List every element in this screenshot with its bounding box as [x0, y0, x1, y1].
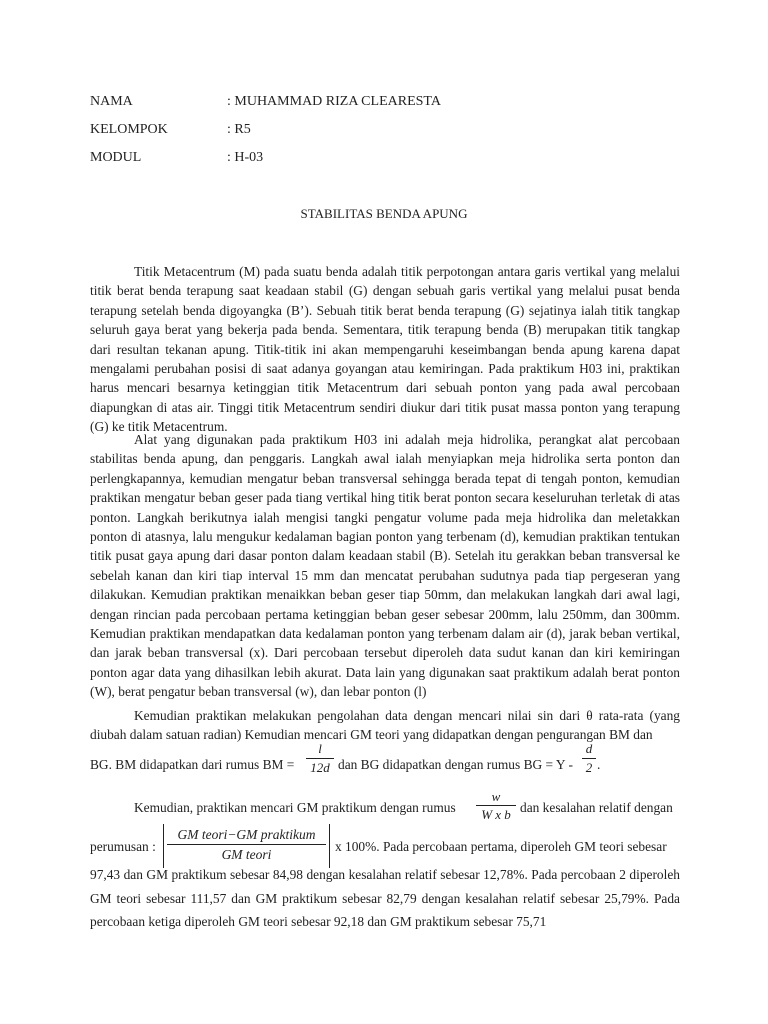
fraction-bar: [582, 758, 596, 759]
formula-line-2-post: dan kesalahan relatif dengan: [520, 800, 673, 815]
formula-line-2-pre: Kemudian, praktikan mencari GM praktikum dengan rumus: [134, 800, 456, 815]
abs-bar-right: [329, 824, 330, 868]
fraction-bg: [582, 741, 596, 776]
header-value-kelompok: : R5: [227, 122, 251, 137]
paragraph-1: Titik Metacentrum (M) pada suatu benda adalah titik perpotongan antara garis vertikal yang melalui titik berat benda terapung saat keadaan stabil (G) dengan sebuah garis vertikal yang melalui pusat benda terapung setelah benda digoyangka (B’). Sebuah titik berat benda terapung (G) sejatinya ialah titik tangkap seluruh gaya berat yang bekerja pada benda. Sementara, titik terapung benda (B) merupakan titik tangkap dari resultan tekanan apung. Titik-titik ini akan mempengaruhi keseimbangan benda apung karena dapat mengalami perubahan posisi di saat adanya goyangan atau kemiringan. Pada praktikum H03 ini, praktikan harus mencari besarnya ketinggian titik Metacentrum dari sebuah ponton yang pada awal percobaan diapungkan di atas air. Tinggi titik Metacentrum sendiri diukur dari titik pusat massa ponton yang terapung (G) ke titik Metacentrum.: [90, 264, 680, 435]
paragraph-3: Kemudian praktikan melakukan pengolahan data dengan mencari nilai sin dari θ rata-rata (yang diubah dalam satuan radian) Kemudian mencari GM teori yang didapatkan dengan pengurangan BM dan: [90, 708, 680, 743]
header-label-modul: MODUL: [90, 150, 142, 165]
fraction-error-denominator: GM teori: [221, 847, 272, 862]
formula-line-1-mid: dan BG didapatkan dengan rumus BG = Y -: [338, 757, 573, 772]
header-value-modul: : H-03: [227, 150, 264, 165]
fraction-gm-numerator: w: [491, 789, 501, 804]
fraction-gm-praktikum: [476, 789, 516, 822]
document-title: STABILITAS BENDA APUNG: [300, 206, 468, 221]
formula-line-1-post: .: [597, 757, 601, 772]
formula-line-3-pre: perumusan :: [90, 839, 156, 854]
paragraph-results: 97,43 dan GM praktikum sebesar 84,98 dengan kesalahan relatif sebesar 12,78%. Pada percobaan 2 diperoleh GM teori sebesar 111,57 dan GM praktikum sebesar 82,79 dengan kesalahan relatif sebesar 25,79%. Pada percobaan ketiga diperoleh GM teori sebesar 92,18 dan GM praktikum sebesar 75,71: [90, 867, 680, 929]
formula-1-pre: BG. BM didapatkan dari rumus BM =: [90, 757, 295, 772]
fraction-bm-denominator: 12d: [310, 760, 330, 775]
fraction-bg-numerator: d: [585, 741, 593, 756]
header-label-kelompok: KELOMPOK: [90, 122, 168, 137]
fraction-bar: [167, 844, 326, 845]
fraction-bm-numerator: l: [318, 741, 322, 756]
header-value-nama: : MUHAMMAD RIZA CLEARESTA: [227, 94, 441, 109]
paragraph-2: Alat yang digunakan pada praktikum H03 ini adalah meja hidrolika, perangkat alat percobaan stabilitas benda apung, dan penggaris. Langkah awal ialah menyiapkan meja hidrolika serta ponton dan perlengkapannya, kemudian mengatur beban transversal sehingga berada tepat di tengah ponton, kemudian praktikan mengatur beban geser pada tiang vertikal hing titik berat ponton secara keseluruhan terletak di atas ponton. Langkah berikutnya ialah mengisi tangki pengatur volume pada meja hidrolika dan meletakkan ponton di atasnya, lalu mengukur kedalaman bagian ponton yang terbenam (d), kemudian praktikan tentukan titik pusat gaya apung dari dasar ponton dalam keadaan stabil (B). Setelah itu gerakkan beban transversal ke sebelah kanan dan kiri tiap interval 15 mm dan mencatat perubahan sudutnya pada tiap pergeseran yang dilakukan. Kemudian praktikan menaikkan beban geser tiap 50mm, dan melakukan langkah dari awal lagi, dengan rincian pada percobaan pertama ketinggian beban geser sebesar 200mm, lalu 250mm, dan 300mm. Kemudian praktikan mendapatkan data kedalaman ponton yang terbenam dalam air (d), jarak beban vertikal, dan jarak beban transversal (x). Dari percobaan tersebut diperoleh data sudut kanan dan kiri kemiringan ponton agar data yang dihasilkan lebih akurat. Data lain yang digunakan saat praktikum adalah berat ponton (W), berat pengatur beban transversal (w), dan lebar ponton (l): [90, 432, 680, 700]
fraction-gm-denominator: W x b: [481, 807, 511, 822]
fraction-bar: [306, 758, 334, 759]
fraction-bm: [306, 741, 334, 776]
fraction-relative-error: [167, 826, 326, 863]
fraction-error-numerator: GM teori−GM praktikum: [177, 827, 316, 842]
fraction-bar: [476, 805, 516, 806]
fraction-bg-denominator: 2: [585, 760, 593, 775]
formula-line-1: [90, 756, 294, 774]
header-label-nama: NAMA: [90, 94, 133, 109]
formula-line-3-post: x 100%. Pada percobaan pertama, diperoleh GM teori sebesar: [335, 839, 667, 854]
abs-bar-left: [163, 824, 164, 868]
